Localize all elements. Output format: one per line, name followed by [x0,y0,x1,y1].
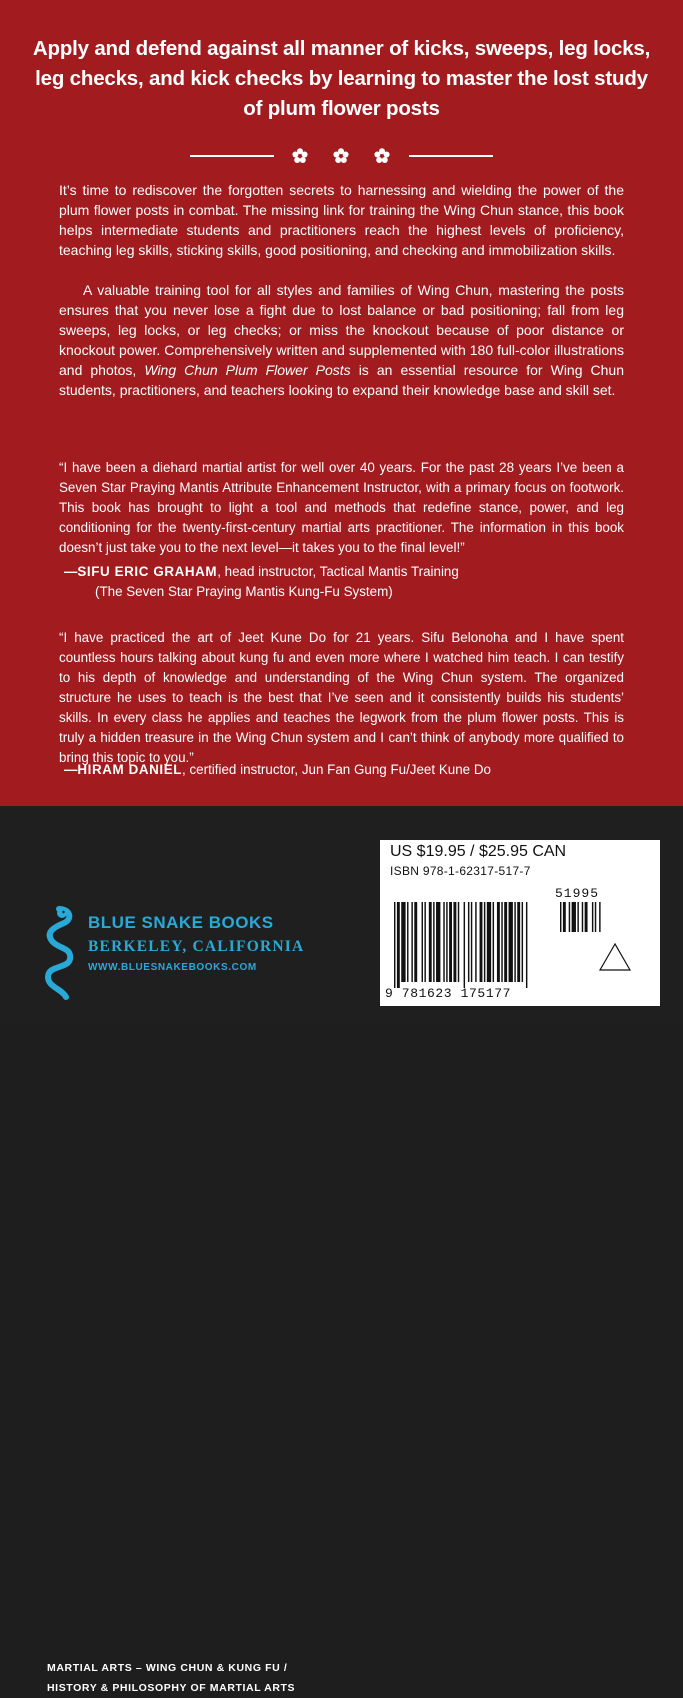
endorser-affiliation: (The Seven Star Praying Mantis Kung-Fu System) [95,584,393,599]
barcode-box [380,840,660,1006]
barcode-bar [443,902,444,982]
publisher-url: WWW.BLUESNAKEBOOKS.COM [88,962,257,973]
description-text: A valuable training tool for all styles and families of Wing Chun, mastering the posts ensures that you never lose a fight due to lost balance or bad positioning; fall from leg sweeps, leg locks, or leg checks; or miss the knockout because of poor distance or knockout power. Comprehensively written and supplemented with 180 full-color illustrations and photos, [59,282,624,378]
publisher-city: BERKELEY, CALIFORNIA [88,938,305,955]
barcode-bar [522,902,523,982]
divider-rule-right [409,155,493,157]
testimonial-attribution-2 [64,760,624,780]
barcode-graphic [390,902,650,992]
barcode-bar [480,902,483,982]
barcode-bar [414,902,417,982]
snake-logo-icon [40,905,78,1001]
price-label: US $19.95 / $25.95 CAN [390,843,567,860]
ornament-divider [190,148,493,164]
barcode-bar [501,902,502,982]
barcode-bar [422,902,423,982]
red-panel [0,0,683,806]
endorser-name: HIRAM DANIEL [77,762,183,777]
barcode-bar [517,902,520,982]
testimonial-quote-2: “I have practiced the art of Jeet Kune Do for 21 years. Sifu Belonoha and I have spent countless hours talking about kung fu and even more where I watched him teach. I can testify to his depth of knowledge and understanding of the Wing Chun system. The organized structure he uses to teach is the best that I’ve seen and it consistently builds his students’ skills. In every class he applies and teaches the legwork from the plum flower posts. This is truly a hidden treasure in the Wing Chun system and I can’t think of anybody more qualified to bring this topic to you.” [59,630,624,765]
barcode-bar [411,902,412,982]
divider-rule-left [190,155,274,157]
endorser-role: , certified instructor, Jun Fan Gung Fu/Jeet Kune Do [182,762,491,777]
price-supplement-code: 51995 [555,886,600,901]
barcode-bar [471,902,472,982]
barcode-bar [572,902,576,932]
barcode-bar [394,902,395,988]
description-paragraph-2 [59,280,624,400]
barcode-bar [514,902,515,982]
isbn-label: ISBN 978-1-62317-517-7 [390,864,531,878]
barcode-bar [424,902,425,982]
barcode-bar [560,902,561,932]
barcode-bar [493,902,494,982]
barcode-bar [458,902,459,982]
barcode-bar [401,902,405,982]
publisher-block [40,905,340,1005]
barcode-bar [436,902,440,982]
ean-number: 9 781623 175177 [385,986,512,1001]
barcode-bar [595,902,596,932]
barcode-bar [484,902,485,982]
em-dash: — [64,762,78,777]
description-text: is an essential resource for Wing Chun students, practitioners, and teachers looking to expand their knowledge base and skill set. [59,362,625,398]
barcode-bar [433,902,434,982]
plum-flower-icon [333,148,349,164]
em-dash: — [64,564,78,579]
plum-flower-icon [292,148,308,164]
barcode-bar [468,902,469,982]
barcode-bar [569,902,570,932]
testimonial-quote-1: “I have been a diehard martial artist for well over 40 years. For the past 28 years I’ve been a Seven Star Praying Mantis Attribute Enhancement Instructor, with a primary focus on footwork. This book has brought to light a tool and methods that redefine stance, power, and leg conditioning for the twenty-first-century martial arts practitioner. The information in this book doesn’t just take you to the next level—it takes you to the final level!” [59,460,624,555]
barcode-bar [446,902,447,982]
subject-categories [47,1658,367,1698]
barcode-bar [397,902,400,988]
barcode-bar [429,902,432,982]
testimonial-attribution-1 [64,562,624,602]
barcode-bar [599,902,600,932]
barcode-bar [563,902,566,932]
barcode-bar [497,902,500,982]
barcode-bar [526,902,527,988]
barcode-bar [582,902,583,932]
barcode-bar [585,902,588,932]
triangle-mark-icon [600,944,630,970]
barcode-bar [449,902,452,982]
endorser-name: SIFU ERIC GRAHAM [77,564,218,579]
barcode-bar [453,902,456,982]
publisher-name: BLUE SNAKE BOOKS [88,913,274,932]
endorser-role: , head instructor, Tactical Mantis Training [217,564,459,579]
book-title: Wing Chun Plum Flower Posts [144,362,351,378]
barcode-bar [577,902,578,932]
headline: Apply and defend against all manner of kicks, sweeps, leg locks, leg checks, and kick checks by learning to master the lost study of plum flower posts [32,37,651,120]
description-paragraph-1: It’s time to rediscover the forgotten secrets to harnessing and wielding the power of the plum flower posts in combat. The missing link for training the Wing Chun stance, this book helps intermediate students and practitioners reach the highest levels of proficiency, teaching leg skills, sticking skills, good positioning, and checking and immobilization skills. [59,182,624,258]
category-line: MARTIAL ARTS – WING CHUN & KUNG FU / [47,1662,288,1674]
barcode-bar [509,902,513,982]
barcode-bar [475,902,476,982]
barcode-bar [487,902,491,982]
plum-flower-icon [374,148,390,164]
category-line: HISTORY & PHILOSOPHY OF MARTIAL ARTS [47,1682,296,1694]
barcode-bar [504,902,507,982]
barcode-bar [464,902,465,988]
barcode-bar [407,902,408,982]
barcode-bar [592,902,593,932]
